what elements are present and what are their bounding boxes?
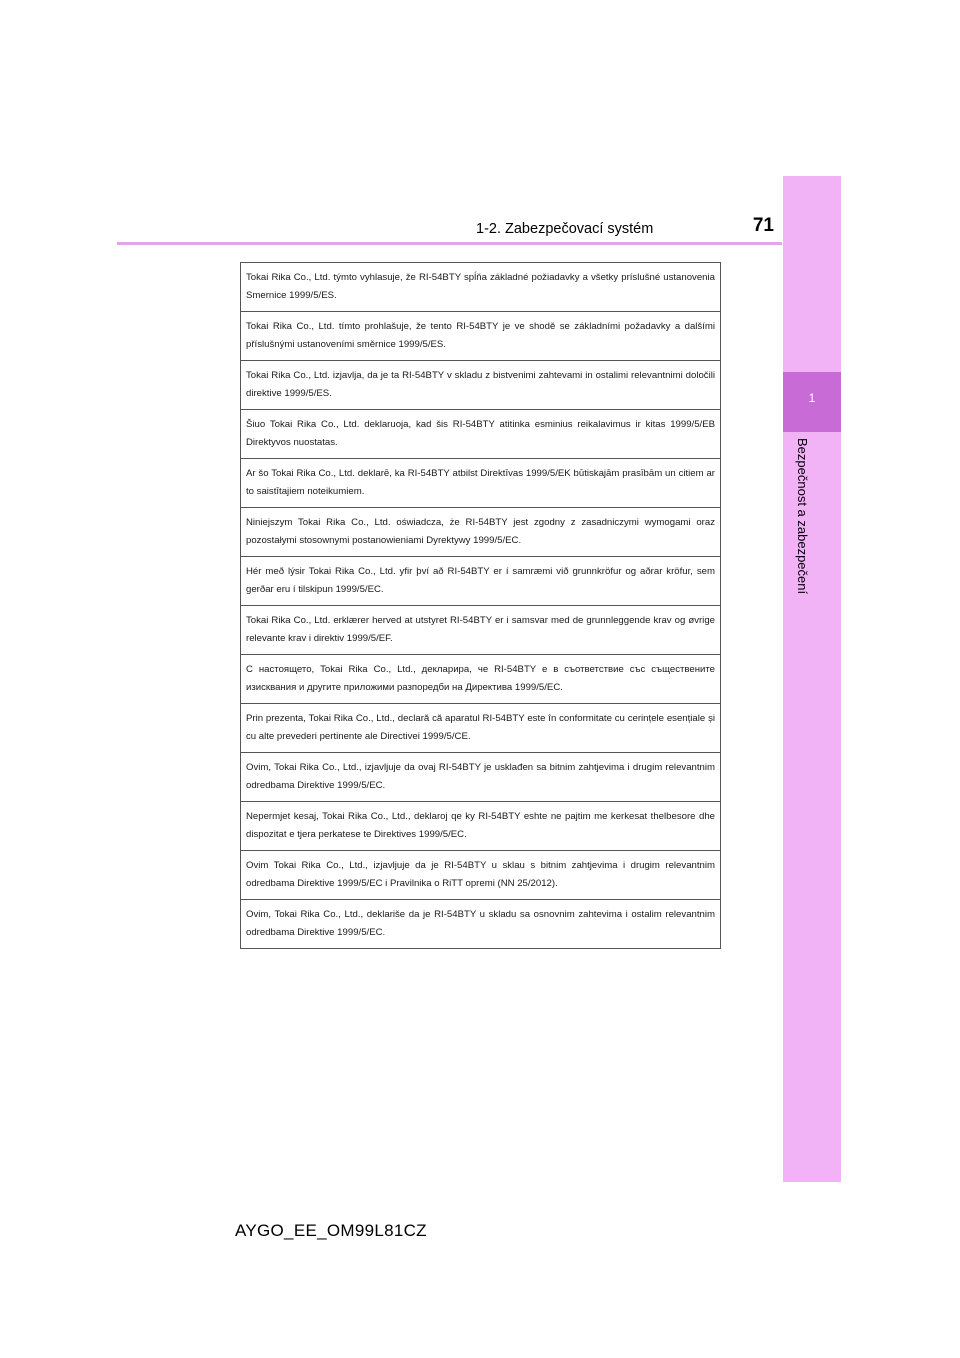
table-row (241, 900, 721, 949)
declarations-table (240, 262, 721, 949)
declaration-romanian: Prin prezenta, Tokai Rika Co., Ltd., declară că aparatul RI-54BTY este în conformitate cu cerințele esențiale și cu alte prevederi pertinente ale Directivei 1999/5/CE. (241, 704, 721, 753)
declaration-serbian: Ovim, Tokai Rika Co., Ltd., deklariše da je RI-54BTY u skladu sa osnovnim zahtevima i ostalim relevantnim odredbama Direktive 1999/5/EC. (241, 900, 721, 949)
table-row (241, 802, 721, 851)
header-rule (117, 242, 782, 245)
table-row (241, 312, 721, 361)
declaration-croatian: Ovim Tokai Rika Co., Ltd., izjavljuje da je RI-54BTY u sklau s bitnim zahtjevima i drugim relevantnim odredbama Direktive 1999/5/EC i Pravilnika o RiTT opremi (NN 25/2012). (241, 851, 721, 900)
table-row (241, 410, 721, 459)
table-row (241, 361, 721, 410)
document-code: AYGO_EE_OM99L81CZ (235, 1221, 427, 1240)
declaration-lithuanian: Šiuo Tokai Rika Co., Ltd. deklaruoja, kad šis RI-54BTY atitinka esminius reikalavimus ir kitas 1999/5/EB Direktyvos nuostatas. (241, 410, 721, 459)
declaration-norwegian: Tokai Rika Co., Ltd. erklærer herved at utstyret RI-54BTY er i samsvar med de grunnleggende krav og øvrige relevante krav i direktiv 1999/5/EF. (241, 606, 721, 655)
declaration-latvian: Ar šo Tokai Rika Co., Ltd. deklarē, ka RI-54BTY atbilst Direktīvas 1999/5/EK būtiskajām prasībām un citiem ar to saistītajiem noteikumiem. (241, 459, 721, 508)
declaration-bulgarian: С настоящето, Tokai Rika Co., Ltd., декларира, че RI-54BTY е в съответствие със съществените изисквания и другите приложими разпоредби на Директива 1999/5/ЕС. (241, 655, 721, 704)
table-row (241, 508, 721, 557)
declaration-bosnian: Ovim, Tokai Rika Co., Ltd., izjavljuje da ovaj RI-54BTY je usklađen sa bitnim zahtjevima i drugim relevantnim odredbama Direktive 1999/5/EC. (241, 753, 721, 802)
chapter-side-tab (783, 176, 841, 1182)
table-row (241, 655, 721, 704)
declaration-icelandic: Hér með lýsir Tokai Rika Co., Ltd. yfir því að RI-54BTY er í samræmi við grunnkröfur og aðrar kröfur, sem gerðar eru í tilskipun 1999/5/EC. (241, 557, 721, 606)
declaration-czech: Tokai Rika Co., Ltd. tímto prohlašuje, že tento RI-54BTY je ve shodě se základními požadavky a dalšími příslušnými ustanoveními směrnice 1999/5/ES. (241, 312, 721, 361)
table-row (241, 557, 721, 606)
declaration-slovak: Tokai Rika Co., Ltd. týmto vyhlasuje, že RI-54BTY spĺňa základné požiadavky a všetky príslušné ustanovenia Smernice 1999/5/ES. (241, 263, 721, 312)
table-row (241, 263, 721, 312)
chapter-label: Bezpečnost a zabezpečení (795, 438, 810, 595)
chapter-number: 1 (808, 391, 816, 405)
declaration-albanian: Nepermjet kesaj, Tokai Rika Co., Ltd., deklaroj qe ky RI-54BTY eshte ne pajtim me kerkesat thelbesore dhe dispozitat e tjera perkatese te Direktives 1999/5/EC. (241, 802, 721, 851)
table-row (241, 704, 721, 753)
section-title: 1-2. Zabezpečovací systém (476, 221, 654, 237)
declaration-polish: Niniejszym Tokai Rika Co., Ltd. oświadcza, że RI-54BTY jest zgodny z zasadniczymi wymogami oraz pozostałymi stosownymi postanowieniami Dyrektywy 1999/5/EC. (241, 508, 721, 557)
declaration-slovenian: Tokai Rika Co., Ltd. izjavlja, da je ta RI-54BTY v skladu z bistvenimi zahtevami in ostalimi relevantnimi določili direktive 1999/5/ES. (241, 361, 721, 410)
table-row (241, 606, 721, 655)
table-row (241, 851, 721, 900)
table-row (241, 753, 721, 802)
page-number: 71 (752, 215, 774, 236)
table-row (241, 459, 721, 508)
